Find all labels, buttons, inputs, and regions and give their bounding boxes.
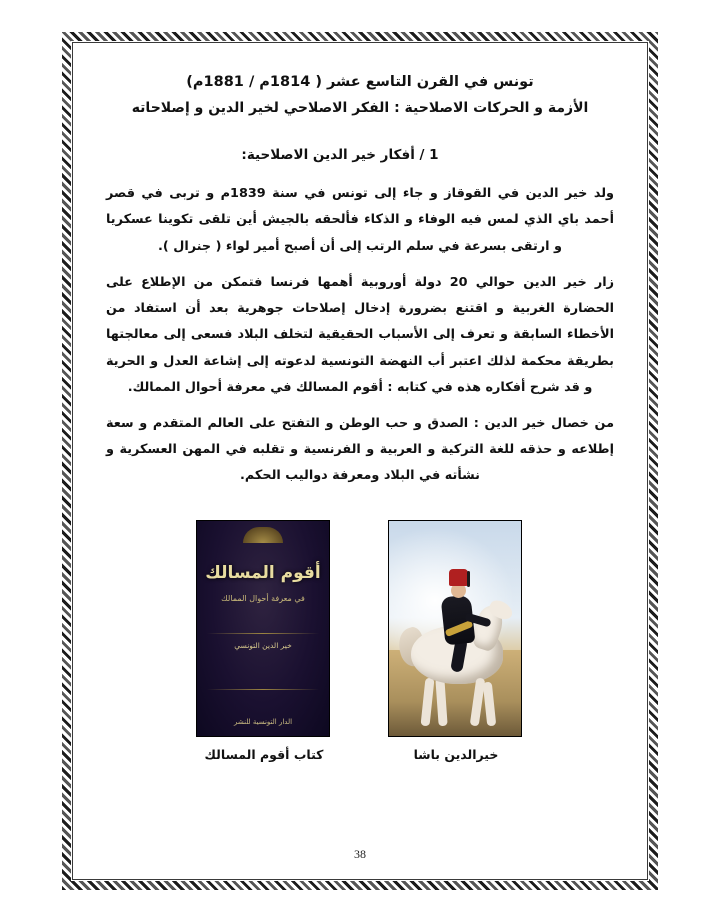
page-number: 38 [354,847,366,861]
cover-title-text: أقوم المسالك [205,562,321,583]
page-subtitle: الأزمة و الحركات الاصلاحية : الفكر الاصلاحي لخير الدين و إصلاحاته [131,99,589,116]
title-block [98,70,622,121]
cover-author-text: خير الدين التونسي [234,640,292,650]
cover-divider-top [207,633,319,634]
figure-book-cover [198,520,330,762]
page-title: تونس في القرن التاسع عشر ( 1814م / 1881م) [186,74,534,90]
section-heading: 1 / أفكار خير الدين الاصلاحية: [241,147,439,164]
paragraph-2: زار خير الدين حوالي 20 دولة أوروبية أهمها فرنسا فتمكن من الإطلاع على الحضارة الغربية و اقتنع بضرورة إدخال إصلاحات جوهرية بعد أن استفاد من الأخطاء السابقة و تعرف إلى الأسباب الحقيقية لتخلف البلاد فسعى إلى معالجتها بطريقة محكمة لذلك اعتبر أب النهضة التونسية لدعوته إلى إشاعة العدل و الحرية و قد شرح أفكاره هذه في كتابه : أقوم المسالك في معرفة أحوال الممالك. [106,274,614,395]
fez-hat-icon [449,569,468,586]
figure-caption: كتاب أقوم المسالك [204,746,324,762]
paragraph-3: من خصال خير الدين : الصدق و حب الوطن و التفتح على العالم المتقدم و سعة إطلاعه و حذقه للغة التركية و العربية و الفرنسية و تقلبه في المهن العسكرية و نشأته في البلاد ومعرفة دواليب الحكم. [106,415,614,484]
portrait-image [388,520,522,737]
figure-portrait [390,520,522,762]
page-content [84,52,636,870]
cover-publisher-text: الدار التونسية للنشر [233,717,293,726]
book-cover-image [196,520,330,737]
cover-subtitle-text: في معرفة أحوال الممالك [221,593,305,603]
cover-ornament [243,527,283,543]
figure-caption: خيرالدين باشا [413,746,499,762]
figure-row [98,520,622,762]
paragraph-1: ولد خير الدين في القوقاز و جاء إلى تونس في سنة 1839م و تربى في قصر أحمد باي الذي لمس فيه الوفاء و الذكاء فألحقه بالجيش أين تلقى تكوينا عسكريا و ارتقى بسرعة في سلم الرتب إلى أن أصبح أمير لواء ( جنرال ). [106,186,614,254]
cover-divider-bottom [207,689,319,690]
